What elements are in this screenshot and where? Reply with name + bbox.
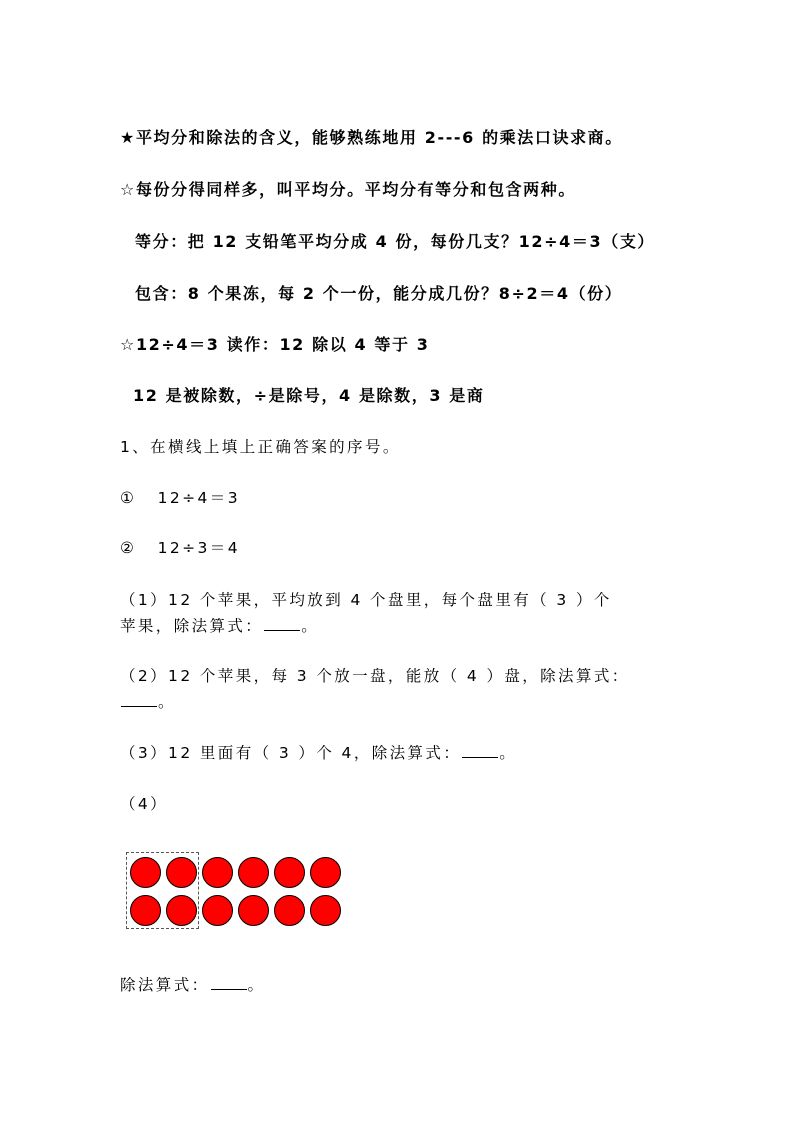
question-2-line-1: （2）12 个苹果，每 3 个放一盘，能放（ 4 ）盘，除法算式： [120,667,630,685]
apple-circle [310,895,341,926]
exercise-heading: 1、在横线上填上正确答案的序号。 [120,438,401,456]
question-4-label: （4） [120,795,169,813]
question-1-line-1: （1）12 个苹果，平均放到 4 个盘里，每个盘里有（ 3 ）个 [120,591,612,609]
answer-blank[interactable] [462,743,498,758]
summary-line-6: 12 是被除数，÷是除号，4 是除数，3 是商 [133,386,485,405]
option-text: 12÷3＝4 [157,539,240,557]
answer-blank[interactable] [264,616,300,631]
apple-circle [310,857,341,888]
option-text: 12÷4＝3 [157,489,240,507]
summary-line-5: ☆12÷4＝3 读作：12 除以 4 等于 3 [120,335,430,354]
option-marker: ② [120,539,137,557]
question-1-prompt: 苹果，除法算式： [120,617,264,635]
question-2-period: 。 [158,693,176,711]
dashed-group-box [126,852,199,929]
question-3-line [120,743,680,763]
apple-circle [274,895,305,926]
question-2-line-2 [120,692,680,712]
apple-grouping-figure [126,852,348,932]
summary-line-4: 包含：8 个果冻，每 2 个一份，能分成几份？8÷2＝4（份） [135,284,623,303]
answer-blank[interactable] [211,975,247,990]
option-2 [120,538,680,558]
summary-line-3: 等分：把 12 支铅笔平均分成 4 份，每份几支？12÷4＝3（支） [135,232,656,251]
apple-circle [202,895,233,926]
option-1 [120,488,680,508]
apple-circle [238,857,269,888]
apple-circle [238,895,269,926]
question-3-prompt: （3）12 里面有（ 3 ）个 4，除法算式： [120,744,462,762]
question-3-period: 。 [499,744,518,762]
summary-line-1: ★平均分和除法的含义，能够熟练地用 2---6 的乘法口诀求商。 [120,128,623,147]
question-4-prompt: 除法算式： [120,976,210,994]
apple-circle [274,857,305,888]
summary-line-2: ☆每份分得同样多，叫平均分。平均分有等分和包含两种。 [120,180,576,199]
option-marker: ① [120,489,137,507]
question-1-line-2 [120,616,680,636]
question-4-period: 。 [247,976,266,994]
apple-circle [202,857,233,888]
question-4-answer-line [120,975,680,995]
answer-blank[interactable] [121,692,157,707]
question-1-period: 。 [301,617,320,635]
